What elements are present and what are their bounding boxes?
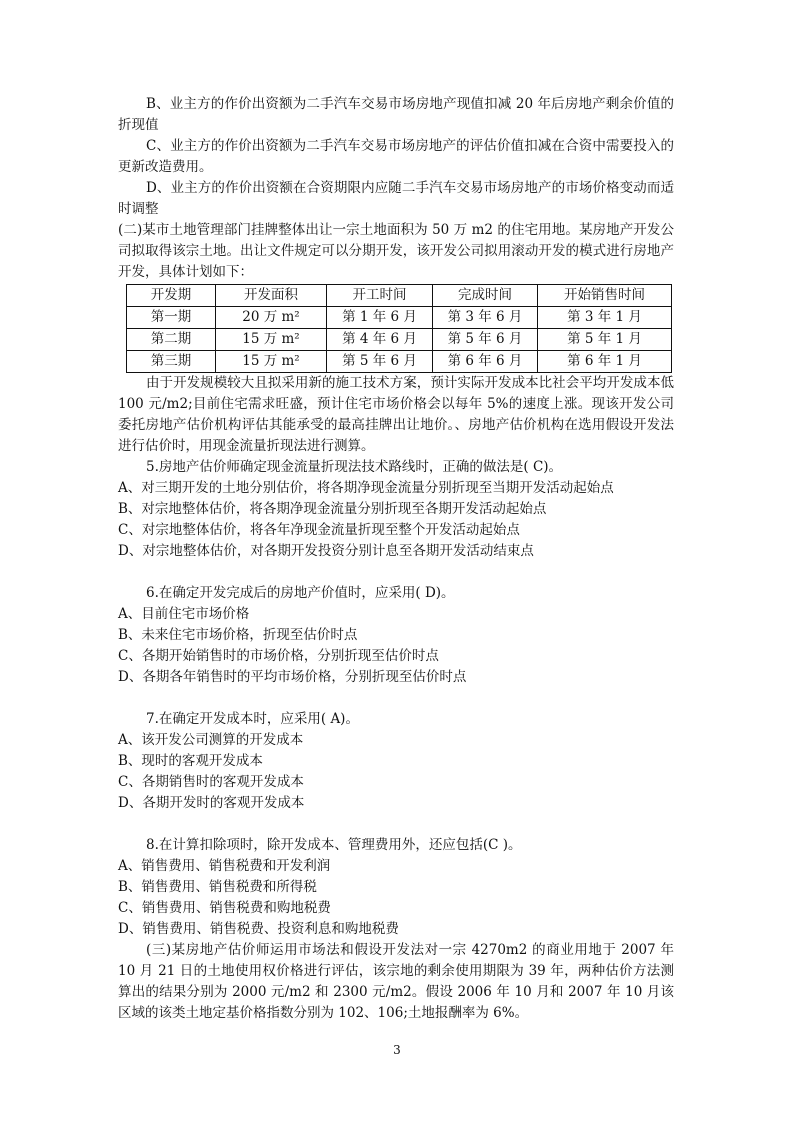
question-5-option-b: B、对宗地整体估价，将各期净现金流量分别折现至各期开发活动起始点 xyxy=(118,501,547,517)
table-header-cell: 开工时间 xyxy=(327,285,433,307)
blank-line xyxy=(118,814,674,835)
question-7-stem: 7.在确定开发成本时，应采用( A)。 xyxy=(146,711,359,727)
option-d-paragraph: D、业主方的作价出资额在合资期限内应随二手汽车交易市场房地产的市场价格变动而适时调整 xyxy=(118,180,674,217)
case2-intro: (二)某市土地管理部门挂牌整体出让一宗土地面积为 50 万 m2 的住宅用地。某房地产开发公司拟取得该宗土地。出让文件规定可以分期开发，该开发公司拟用滚动开发的模式进行房地产开发，具体计划如下： xyxy=(118,222,674,280)
question-7-option-a: A、该开发公司测算的开发成本 xyxy=(118,732,304,748)
table-header-cell: 开发面积 xyxy=(216,285,327,307)
table-cell: 第 5 年 6 月 xyxy=(433,329,538,351)
page-number: 3 xyxy=(393,1043,401,1057)
question-7-option-b: B、现时的客观开发成本 xyxy=(118,753,263,769)
option-c-paragraph: C、业主方的作价出资额为二手汽车交易市场房地产的评估价值扣减在合资中需要投入的更新改造费用。 xyxy=(118,138,674,175)
question-5-option-c: C、对宗地整体估价，将各年净现金流量折现至整个开发活动起始点 xyxy=(118,522,520,538)
case2-body: 由于开发规模较大且拟采用新的施工技术方案，预计实际开发成本比社会平均开发成本低 100 元/m2;目前住宅需求旺盛，预计住宅市场价格会以每年 5%的速度上涨。现该开发公司委托房地产估价机构评估其能承受的最高挂牌出让地价。、房地产估价机构在选用假设开发法进行估价时，用现金流量折现法进行测算。 xyxy=(118,375,674,454)
question-7-option-c: C、各期销售时的客观开发成本 xyxy=(118,774,304,790)
table-header-cell: 完成时间 xyxy=(433,285,538,307)
table-cell: 第 1 年 6 月 xyxy=(327,307,433,329)
option-b-paragraph: B、业主方的作价出资额为二手汽车交易市场房地产现值扣减 20 年后房地产剩余价值的折现值 xyxy=(118,96,674,133)
question-5-option-d: D、对宗地整体估价，对各期开发投资分别计息至各期开发活动结束点 xyxy=(118,543,534,559)
question-5-stem: 5.房地产估价师确定现金流量折现法技术路线时，正确的做法是( C)。 xyxy=(146,459,563,475)
table-cell: 第二期 xyxy=(127,329,216,351)
table-header-cell: 开始销售时间 xyxy=(538,285,672,307)
table-cell: 第三期 xyxy=(127,351,216,373)
case3-paragraph: (三)某房地产估价师运用市场法和假设开发法对一宗 4270m2 的商业用地于 2007 年 10 月 21 日的土地使用权价格进行评估，该宗地的剩余使用期限为 39 年，两种估价方法测算出的结果分别为 2000 元/m2 和 2300 元/m2。假设 2006 年 10 月和 2007 年 10 月该区域的该类土地定基价格指数分别为 102、106;土地报酬率为 6%。 xyxy=(118,942,674,1021)
table-cell: 15 万 m² xyxy=(216,329,327,351)
table-cell: 第 3 年 1 月 xyxy=(538,307,672,329)
table-row xyxy=(127,329,672,351)
table-cell: 第 4 年 6 月 xyxy=(327,329,433,351)
table-cell: 15 万 m² xyxy=(216,351,327,373)
question-8-stem: 8.在计算扣除项时，除开发成本、管理费用外，还应包括(C )。 xyxy=(146,837,522,853)
question-6-option-a: A、目前住宅市场价格 xyxy=(118,606,250,622)
table-cell: 第 6 年 1 月 xyxy=(538,351,672,373)
question-8-option-d: D、销售费用、销售税费、投资利息和购地税费 xyxy=(118,921,399,937)
blank-line xyxy=(118,562,674,583)
question-6-option-c: C、各期开始销售时的市场价格，分别折现至估价时点 xyxy=(118,648,439,664)
question-6-stem: 6.在确定开发完成后的房地产价值时，应采用( D)。 xyxy=(146,585,455,601)
table-header-row xyxy=(127,285,672,307)
question-6-option-d: D、各期各年销售时的平均市场价格，分别折现至估价时点 xyxy=(118,669,467,685)
table-row xyxy=(127,307,672,329)
table-cell: 第 5 年 6 月 xyxy=(327,351,433,373)
table-cell: 第 6 年 6 月 xyxy=(433,351,538,373)
development-plan-table xyxy=(126,284,672,373)
table-cell: 第一期 xyxy=(127,307,216,329)
document-body xyxy=(118,94,674,1024)
table-cell: 20 万 m² xyxy=(216,307,327,329)
table-cell: 第 5 年 1 月 xyxy=(538,329,672,351)
table-row xyxy=(127,351,672,373)
question-8-option-b: B、销售费用、销售税费和所得税 xyxy=(118,879,317,895)
blank-line xyxy=(118,688,674,709)
question-5-option-a: A、对三期开发的土地分别估价，将各期净现金流量分别折现至当期开发活动起始点 xyxy=(118,480,614,496)
question-6-option-b: B、未来住宅市场价格，折现至估价时点 xyxy=(118,627,358,643)
question-8-option-c: C、销售费用、销售税费和购地税费 xyxy=(118,900,331,916)
table-header-cell: 开发期 xyxy=(127,285,216,307)
table-cell: 第 3 年 6 月 xyxy=(433,307,538,329)
question-7-option-d: D、各期开发时的客观开发成本 xyxy=(118,795,305,811)
question-8-option-a: A、销售费用、销售税费和开发利润 xyxy=(118,858,331,874)
